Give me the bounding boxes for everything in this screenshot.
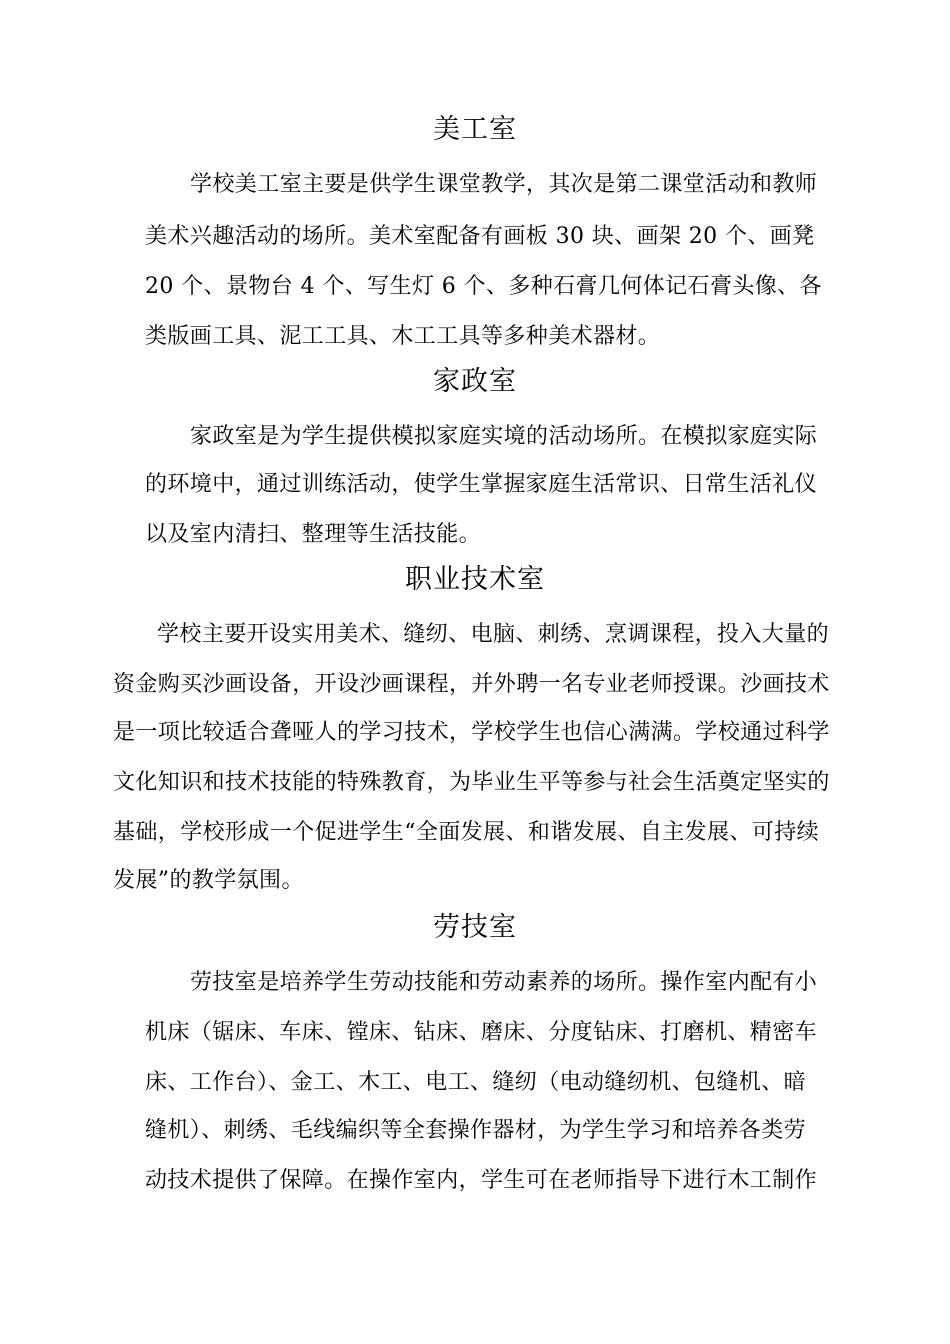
paragraph-line: 的环境中，通过训练活动，使学生掌握家庭生活常识、日常生活礼仪 xyxy=(145,472,818,497)
paragraph-line: 缝机）、刺绣、毛线编织等全套操作器材，为学生学习和培养各类劳 xyxy=(145,1118,807,1143)
paragraph-line: 劳技室是培养学生劳动技能和劳动素养的场所。操作室内配有小 xyxy=(190,970,818,995)
section-heading-vocational-room: 职业技术室 xyxy=(405,564,545,595)
paragraph-line: 床、工作台）、金工、木工、电工、缝纫（电动缝纫机、包缝机、暗 xyxy=(145,1070,807,1095)
paragraph-line: 动技术提供了保障。在操作室内，学生可在老师指导下进行木工制作 xyxy=(145,1168,818,1193)
paragraph-line: 20 个、景物台 4 个、写生灯 6 个、多种石膏几何体记石膏头像、各 xyxy=(145,274,822,299)
paragraph-line: 发展”的教学氛围。 xyxy=(113,868,304,893)
paragraph-line: 以及室内清扫、整理等生活技能。 xyxy=(145,522,482,547)
paragraph-line: 基础，学校形成一个促进学生“全面发展、和谐发展、自主发展、可持续 xyxy=(113,820,820,845)
paragraph-line: 文化知识和技术技能的特殊教育，为毕业生平等参与社会生活奠定坚实的 xyxy=(113,770,830,795)
paragraph-line: 类版画工具、泥工工具、木工工具等多种美术器材。 xyxy=(145,324,661,349)
paragraph-line: 学校主要开设实用美术、缝纫、电脑、刺绣、烹调课程，投入大量的 xyxy=(157,622,830,647)
paragraph-line: 机床（锯床、车床、镗床、钻床、磨床、分度钻床、打磨机、精密车 xyxy=(145,1020,818,1045)
paragraph-line: 美术兴趣活动的场所。美术室配备有画板 30 块、画架 20 个、画凳 xyxy=(145,224,815,249)
paragraph-line: 资金购买沙画设备，开设沙画课程，并外聘一名专业老师授课。沙画技术 xyxy=(113,672,830,697)
paragraph-line: 学校美工室主要是供学生课堂教学，其次是第二课堂活动和教师 xyxy=(190,172,818,197)
section-heading-home-economics-room: 家政室 xyxy=(433,366,517,397)
paragraph-line: 家政室是为学生提供模拟家庭实境的活动场所。在模拟家庭实际 xyxy=(190,424,818,449)
section-heading-art-room: 美工室 xyxy=(433,114,517,145)
paragraph-line: 是一项比较适合聋哑人的学习技术，学校学生也信心满满。学校通过科学 xyxy=(113,720,830,745)
section-heading-labor-skills-room: 劳技室 xyxy=(433,912,517,943)
